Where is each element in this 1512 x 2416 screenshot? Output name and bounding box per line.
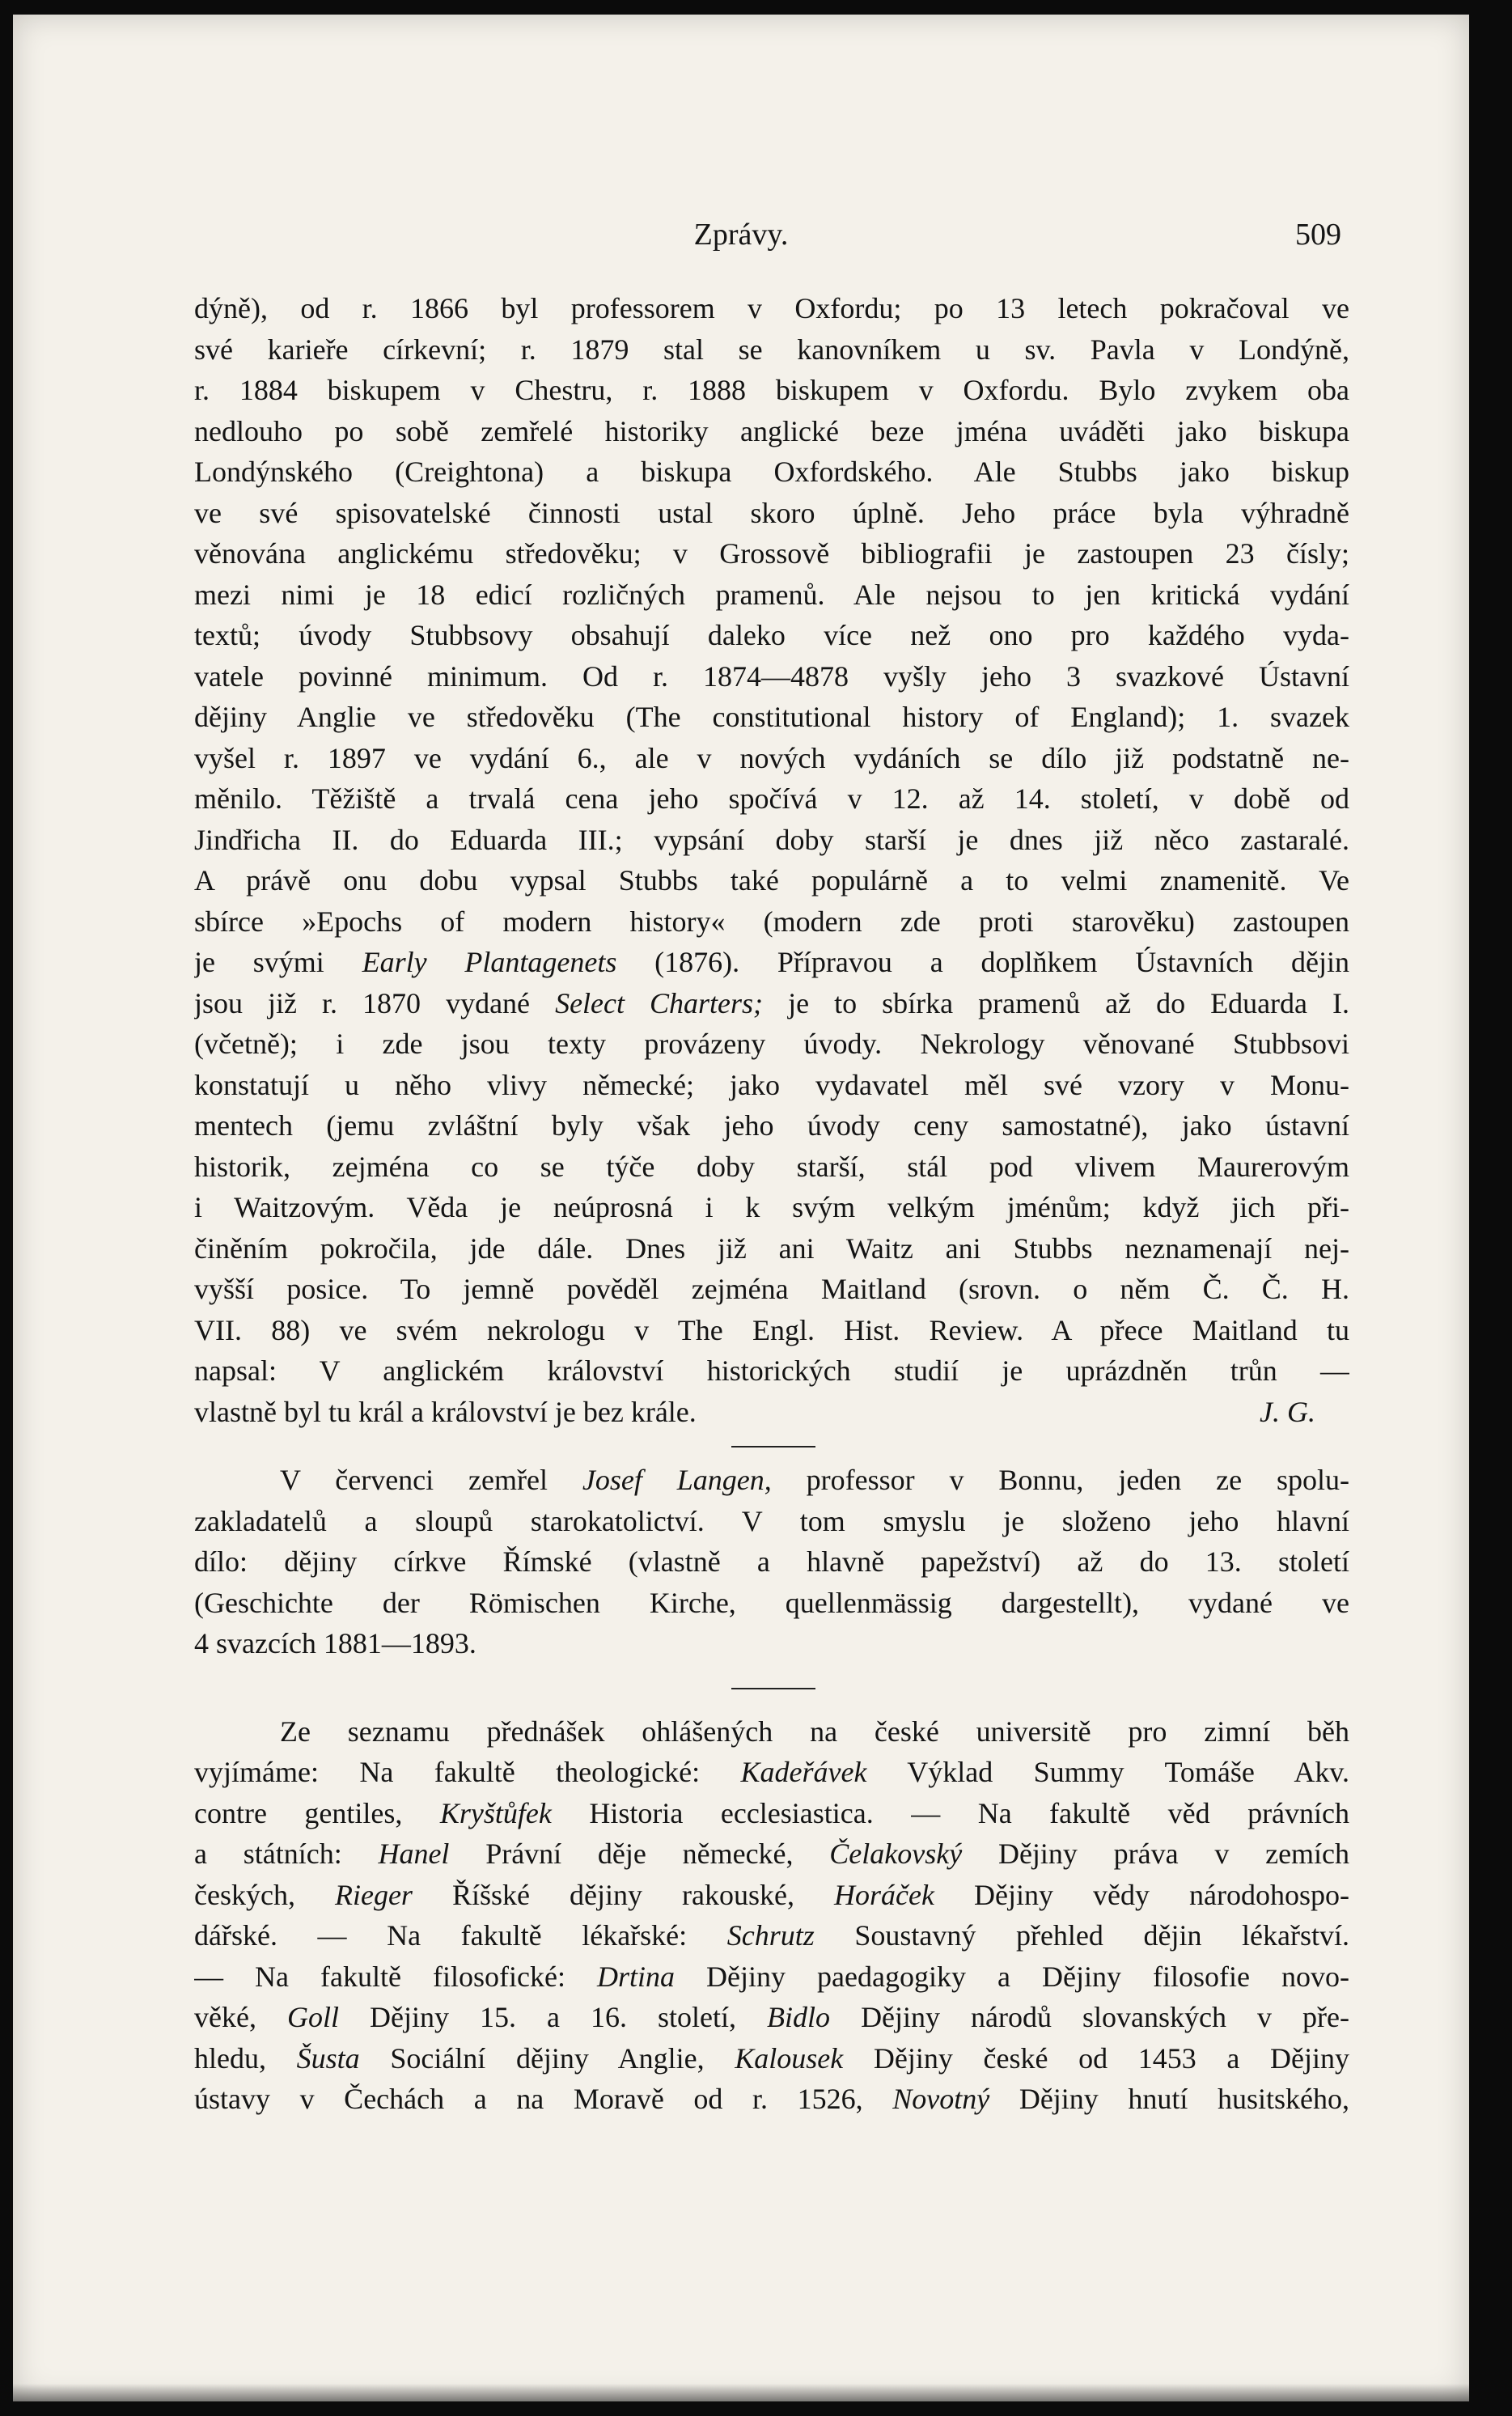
text-line: mezi nimi je 18 edicí rozličných pramenů. Ale nejsou to jen kritická vydání xyxy=(194,578,1349,611)
text-line xyxy=(194,983,1349,1024)
text-run: Dějiny práva v zemích xyxy=(997,1837,1349,1870)
text-line xyxy=(194,1392,1349,1433)
lecturer-name: Kadeřávek xyxy=(740,1756,867,1788)
text-line: své karieře církevní; r. 1879 stal se kanovníkem u sv. Pavla v Londýně, xyxy=(194,333,1349,366)
author-signature: J. G. xyxy=(1260,1395,1315,1428)
running-title: Zprávy. xyxy=(693,218,789,252)
text-run: V červenci zemřel xyxy=(280,1464,548,1496)
text-run: Dějiny hnutí husitského, xyxy=(1019,2083,1349,2115)
text-run: professor v Bonnu, jeden ze spolu- xyxy=(806,1464,1349,1496)
lecturer-name: Hanel xyxy=(378,1837,450,1870)
text-run: Sociální dějiny Anglie, xyxy=(390,2041,705,2075)
text-line: mentech (jemu zvláštní byly však jeho úvody ceny samostatné), jako ústavní xyxy=(194,1109,1349,1142)
lecturer-name: Šusta xyxy=(296,2041,360,2075)
text-line: dílo: dějiny církve Římské (vlastně a hlavně papežství) až do 13. století xyxy=(194,1545,1349,1578)
text-run: vlastně byl tu král a království je bez krále. xyxy=(194,1395,697,1428)
text-line: Ze seznamu přednášek ohlášených na české universitě pro zimní běh xyxy=(280,1715,1349,1748)
text-line: vyšel r. 1897 ve vydání 6., ale v nových vydáních se dílo již podstatně ne- xyxy=(194,741,1349,774)
text-line: (včetně); i zde jsou texty provázeny úvody. Nekrology věnované Stubbsovi xyxy=(194,1028,1349,1060)
paragraph-stubbs xyxy=(194,288,1349,1432)
lecturer-name: Drtina xyxy=(596,1960,675,1993)
text-line: nedlouho po sobě zemřelé historiky anglické beze jména uváděti jako biskupa xyxy=(194,414,1349,447)
text-line: činěním pokročila, jde dále. Dnes již ani Waitz ani Stubbs neznamenají nej- xyxy=(194,1231,1349,1265)
lecturer-name: Bidlo xyxy=(767,2001,831,2033)
text-run: Dějiny české od 1453 a Dějiny xyxy=(873,2041,1349,2075)
body-text xyxy=(194,288,1349,2120)
separator-rule xyxy=(731,1446,815,1447)
text-line: konstatují u něho vlivy německé; jako vydavatel měl své vzory v Monu- xyxy=(194,1068,1349,1101)
text-line: měnilo. Těžiště a trvalá cena jeho spočívá v 12. až 14. století, v době od xyxy=(194,782,1349,815)
lecturer-name: Horáček xyxy=(834,1878,934,1911)
text-line: i Waitzovým. Věda je neúprosná i k svým velkým jménům; když jich při- xyxy=(194,1191,1349,1223)
person-name-italic: Josef Langen, xyxy=(582,1464,772,1496)
text-line xyxy=(194,1997,1349,2038)
text-line xyxy=(194,2038,1349,2079)
text-run: hledu, xyxy=(194,2041,266,2075)
text-line: zakladatelů a sloupů starokatolictví. V tom smyslu je složeno jeho hlavní xyxy=(194,1504,1349,1537)
lecturer-name: Goll xyxy=(286,2001,339,2033)
text-line: A právě onu dobu vypsal Stubbs také populárně a to velmi znamenitě. Ve xyxy=(194,864,1349,896)
text-run: — Na fakultě filosofické: xyxy=(194,1960,565,1993)
text-line: vyšší posice. To jemně pověděl zejména Maitland (srovn. o něm Č. Č. H. xyxy=(194,1273,1349,1305)
text-run: Historia ecclesiastica. — Na fakultě věd právních xyxy=(589,1796,1349,1829)
lecturer-name: Rieger xyxy=(334,1878,413,1911)
text-run: a státních: xyxy=(194,1837,342,1870)
text-run: Dějiny paedagogiky a Dějiny filosofie novo- xyxy=(706,1960,1349,1993)
text-line xyxy=(194,1875,1349,1916)
text-run: je svými xyxy=(194,946,324,978)
text-run: Dějiny 15. a 16. století, xyxy=(370,2001,737,2033)
text-line: (Geschichte der Römischen Kirche, quellenmässig dargestellt), vydané ve xyxy=(194,1586,1349,1619)
text-run: ústavy v Čechách a na Moravě od r. 1526, xyxy=(194,2083,863,2115)
text-line: VII. 88) ve svém nekrologu v The Engl. Hist. Review. A přece Maitland tu xyxy=(194,1313,1349,1346)
text-line xyxy=(194,1460,1349,1501)
text-line: dějiny Anglie ve středověku (The constitutional history of England); 1. svazek xyxy=(194,701,1349,733)
text-run: contre gentiles, xyxy=(194,1796,403,1829)
text-run: Soustavný přehled dějin lékařství. xyxy=(854,1919,1349,1952)
text-run: (1876). Přípravou a doplňkem Ústavních dějin xyxy=(654,946,1349,978)
lecturer-name: Kalousek xyxy=(735,2041,844,2075)
text-run: Výklad Summy Tomáše Akv. xyxy=(907,1756,1349,1788)
text-line: ve své spisovatelské činnosti ustal skoro úplně. Jeho práce byla výhradně xyxy=(194,496,1349,529)
text-run: Dějiny vědy národohospo- xyxy=(974,1878,1349,1911)
text-run: dářské. — Na fakultě lékařské: xyxy=(194,1919,688,1952)
lecturer-name: Novotný xyxy=(892,2083,990,2115)
text-run: Říšské dějiny rakouské, xyxy=(451,1878,794,1911)
text-line: vatele povinné minimum. Od r. 1874—4878 vyšly jeho 3 svazkové Ústavní xyxy=(194,659,1349,693)
separator-rule xyxy=(731,1688,815,1689)
text-line: textů; úvody Stubbsovy obsahují daleko více než ono pro každého vyda- xyxy=(194,619,1349,651)
text-line xyxy=(194,942,1349,983)
text-run: vyjímáme: Na fakultě theologické: xyxy=(194,1756,701,1788)
section-separator xyxy=(194,1664,1349,1711)
text-line xyxy=(194,1793,1349,1834)
lecturer-name: Čelakovský xyxy=(829,1837,963,1870)
book-title-italic: Select Charters; xyxy=(555,986,764,1019)
text-line xyxy=(194,1956,1349,1998)
lecturer-name: Kryštůfek xyxy=(439,1796,552,1829)
text-run: českých, xyxy=(194,1878,295,1911)
text-line: historik, zejména co se týče doby starší, stál pod vlivem Maurerovým xyxy=(194,1150,1349,1183)
text-line: r. 1884 biskupem v Chestru, r. 1888 biskupem v Oxfordu. Bylo zvykem oba xyxy=(194,374,1349,406)
text-line: napsal: V anglickém království historických studií je uprázdněn trůn — xyxy=(194,1354,1349,1387)
text-run: Právní děje německé, xyxy=(485,1837,794,1870)
text-line: sbírce »Epochs of modern history« (modern zde proti starověku) zastoupen xyxy=(194,905,1349,938)
paragraph-lectures xyxy=(194,1711,1349,2120)
text-line xyxy=(194,1752,1349,1793)
section-separator xyxy=(194,1432,1349,1460)
text-line xyxy=(194,1833,1349,1875)
book-page xyxy=(13,15,1469,2401)
text-line: Jindřicha II. do Eduarda III.; vypsání doby starší je dnes již něco zastaralé. xyxy=(194,823,1349,856)
text-line xyxy=(194,1915,1349,1956)
text-run: Dějiny národů slovanských v pře- xyxy=(861,2001,1349,2033)
text-run: jsou již r. 1870 vydané xyxy=(194,986,531,1019)
text-line: Londýnského (Creightona) a biskupa Oxfordského. Ale Stubbs jako biskup xyxy=(194,456,1349,488)
page-number: 509 xyxy=(1295,218,1341,252)
text-line xyxy=(194,2079,1349,2120)
lecturer-name: Schrutz xyxy=(726,1919,815,1952)
page-header xyxy=(13,217,1469,265)
book-title-italic: Early Plantagenets xyxy=(362,946,617,978)
text-run: věké, xyxy=(194,2001,256,2033)
text-line: věnována anglickému středověku; v Grossově bibliografii je zastoupen 23 čísly; xyxy=(194,537,1349,570)
paragraph-langen xyxy=(194,1460,1349,1664)
text-line: 4 svazcích 1881—1893. xyxy=(194,1627,476,1659)
text-run: je to sbírka pramenů až do Eduarda I. xyxy=(788,986,1349,1019)
text-line: dýně), od r. 1866 byl professorem v Oxfordu; po 13 letech pokračoval ve xyxy=(194,292,1349,324)
